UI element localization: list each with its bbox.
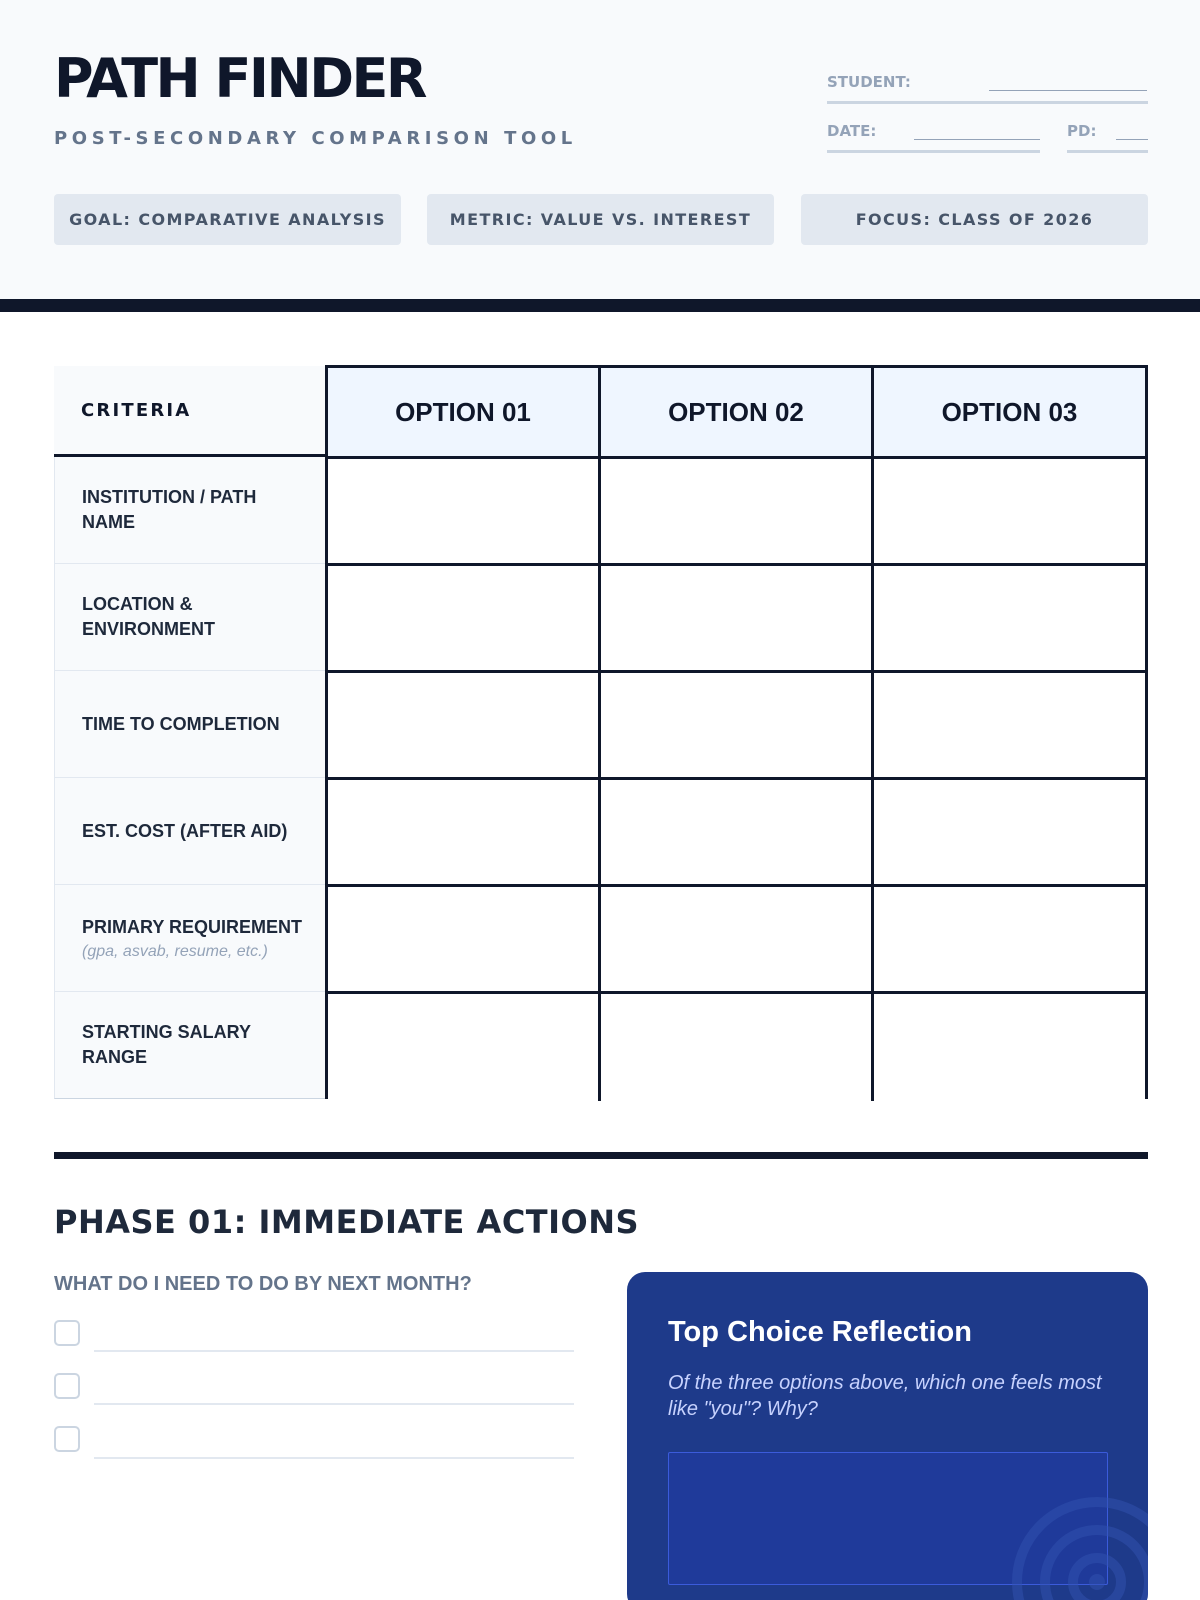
option-02-header: OPTION 02 bbox=[601, 368, 874, 459]
criteria-label: LOCATION & ENVIRONMENT bbox=[82, 594, 216, 639]
date-blank[interactable] bbox=[914, 139, 1040, 140]
criteria-header: CRITERIA bbox=[54, 366, 326, 457]
phase-title: PHASE 01: IMMEDIATE ACTIONS bbox=[54, 1203, 640, 1241]
student-label: STUDENT: bbox=[827, 73, 911, 91]
student-name-blank[interactable] bbox=[989, 90, 1147, 91]
reflection-title: Top Choice Reflection bbox=[668, 1316, 972, 1348]
date-underline bbox=[827, 150, 1040, 153]
criteria-label: STARTING SALARY RANGE bbox=[82, 1022, 251, 1067]
grid-cell[interactable] bbox=[874, 673, 1145, 780]
grid-cell[interactable] bbox=[601, 459, 874, 566]
grid-cell[interactable] bbox=[601, 566, 874, 673]
goal-tag: GOAL: COMPARATIVE ANALYSIS bbox=[54, 194, 401, 245]
criteria-hint: (gpa, asvab, resume, etc.) bbox=[82, 943, 268, 960]
period-blank[interactable] bbox=[1116, 139, 1148, 140]
criteria-row bbox=[54, 564, 326, 671]
task-checkbox[interactable] bbox=[54, 1320, 80, 1346]
date-label: DATE: bbox=[827, 122, 877, 140]
grid-cell[interactable] bbox=[328, 994, 601, 1101]
criteria-label: EST. COST (AFTER AID) bbox=[82, 820, 288, 841]
option-03-header: OPTION 03 bbox=[874, 368, 1145, 459]
criteria-row bbox=[54, 885, 326, 992]
phase-question: WHAT DO I NEED TO DO BY NEXT MONTH? bbox=[54, 1273, 472, 1295]
reflection-prompt: Of the three options above, which one feels most like "you"? Why? bbox=[668, 1372, 1102, 1420]
grid-cell[interactable] bbox=[601, 673, 874, 780]
option-01-header: OPTION 01 bbox=[328, 368, 601, 459]
grid-cell[interactable] bbox=[874, 887, 1145, 994]
comparison-grid bbox=[325, 365, 1148, 1099]
header bbox=[0, 0, 1200, 299]
period-underline bbox=[1067, 150, 1148, 153]
task-line[interactable] bbox=[94, 1350, 574, 1352]
target-icon bbox=[1007, 1492, 1148, 1600]
reflection-card bbox=[627, 1272, 1148, 1600]
grid-cell[interactable] bbox=[328, 780, 601, 887]
period-label: PD: bbox=[1067, 122, 1097, 140]
page-title: PATH FINDER bbox=[54, 47, 426, 110]
grid-cell[interactable] bbox=[328, 887, 601, 994]
student-underline bbox=[827, 101, 1148, 104]
task-line[interactable] bbox=[94, 1403, 574, 1405]
focus-tag: FOCUS: CLASS OF 2026 bbox=[801, 194, 1148, 245]
criteria-label: PRIMARY REQUIREMENT bbox=[82, 917, 303, 937]
criteria-row bbox=[54, 671, 326, 778]
criteria-row bbox=[54, 457, 326, 564]
grid-cell[interactable] bbox=[601, 887, 874, 994]
task-checkbox[interactable] bbox=[54, 1373, 80, 1399]
page-subtitle: POST-SECONDARY COMPARISON TOOL bbox=[54, 128, 577, 149]
grid-cell[interactable] bbox=[328, 673, 601, 780]
grid-cell[interactable] bbox=[874, 994, 1145, 1101]
header-divider bbox=[0, 299, 1200, 312]
criteria-row bbox=[54, 992, 326, 1099]
section-divider bbox=[54, 1152, 1148, 1159]
grid-cell[interactable] bbox=[874, 780, 1145, 887]
task-checkbox[interactable] bbox=[54, 1426, 80, 1452]
criteria-label: TIME TO COMPLETION bbox=[82, 713, 280, 734]
grid-cell[interactable] bbox=[328, 566, 601, 673]
criteria-label: INSTITUTION / PATH NAME bbox=[82, 487, 257, 532]
criteria-column bbox=[54, 366, 326, 1099]
grid-cell[interactable] bbox=[874, 459, 1145, 566]
task-line[interactable] bbox=[94, 1457, 574, 1459]
grid-cell[interactable] bbox=[328, 459, 601, 566]
criteria-row bbox=[54, 778, 326, 885]
grid-cell[interactable] bbox=[874, 566, 1145, 673]
metric-tag: METRIC: VALUE VS. INTEREST bbox=[427, 194, 774, 245]
grid-cell[interactable] bbox=[601, 780, 874, 887]
grid-cell[interactable] bbox=[601, 994, 874, 1101]
